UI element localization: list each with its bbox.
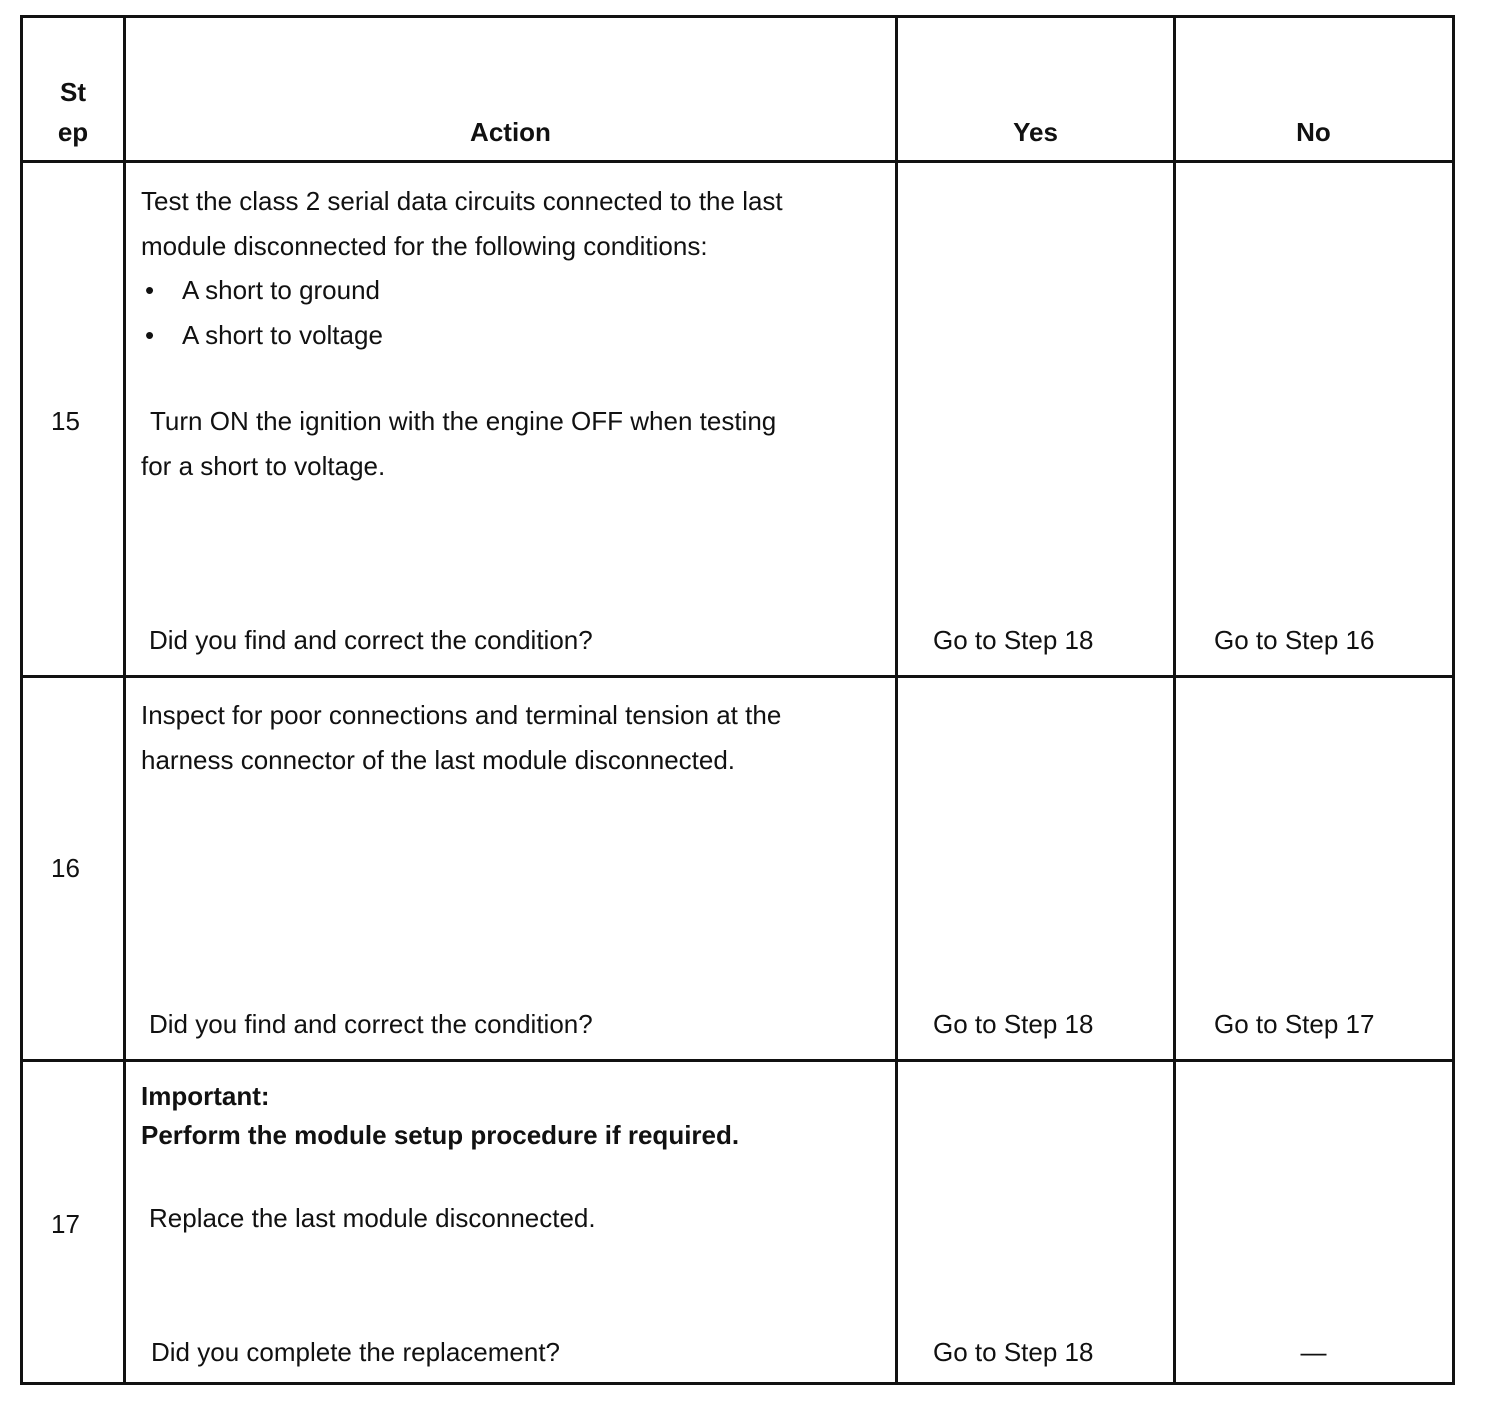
header-step-line1: St <box>60 77 86 107</box>
action-text: Replace the last module disconnected. <box>149 1203 596 1233</box>
note-text: for a short to voltage. <box>141 451 386 481</box>
bullet-item: A short to ground <box>182 275 381 305</box>
header-action: Action <box>470 117 551 147</box>
column-divider-step <box>123 18 126 1382</box>
step-number: 17 <box>51 1209 80 1239</box>
row-divider-15 <box>23 675 1452 678</box>
header-yes: Yes <box>1013 117 1058 147</box>
no-result: — <box>1300 1337 1327 1367</box>
column-divider-yes <box>1173 18 1176 1382</box>
header-divider <box>23 160 1452 163</box>
note-text: Turn ON the ignition with the engine OFF when testing <box>150 406 777 436</box>
row-divider-16 <box>23 1059 1452 1062</box>
yes-result: Go to Step 18 <box>933 1337 1094 1367</box>
important-label: Important: <box>141 1081 270 1111</box>
bullet-dot: • <box>145 275 155 305</box>
no-result: Go to Step 16 <box>1214 625 1375 655</box>
diagnostic-table <box>20 15 1455 1385</box>
bullet-item: A short to voltage <box>182 320 383 350</box>
action-text: harness connector of the last module disconnected. <box>141 745 736 775</box>
question-text: Did you find and correct the condition? <box>149 625 593 655</box>
important-text: Perform the module setup procedure if required. <box>141 1120 740 1150</box>
no-result: Go to Step 17 <box>1214 1009 1375 1039</box>
column-divider-action <box>895 18 898 1382</box>
question-text: Did you complete the replacement? <box>151 1337 561 1367</box>
action-text: Inspect for poor connections and terminal tension at the <box>141 700 782 730</box>
step-number: 15 <box>51 406 80 436</box>
step-number: 16 <box>51 853 80 883</box>
action-text: module disconnected for the following conditions: <box>141 231 708 261</box>
header-no: No <box>1296 117 1331 147</box>
header-step-line2: ep <box>57 117 89 147</box>
action-text: Test the class 2 serial data circuits connected to the last <box>141 186 783 216</box>
question-text: Did you find and correct the condition? <box>149 1009 593 1039</box>
bullet-dot: • <box>145 320 155 350</box>
yes-result: Go to Step 18 <box>933 625 1094 655</box>
yes-result: Go to Step 18 <box>933 1009 1094 1039</box>
